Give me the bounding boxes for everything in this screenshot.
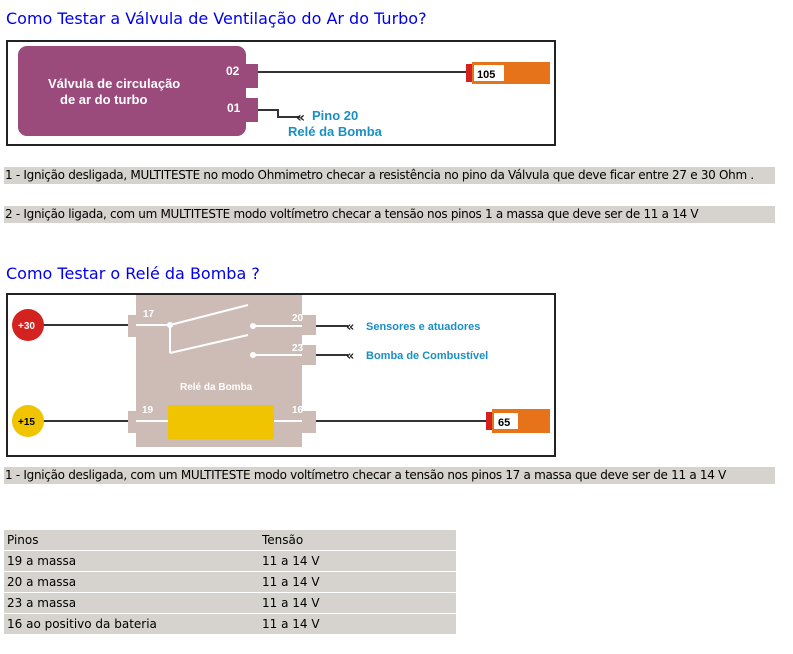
table-cell: 11 a 14 V [259, 551, 456, 571]
valve-diagram [6, 40, 556, 146]
relay-test-title: Como Testar o Relé da Bomba ? [6, 264, 260, 283]
table-cell: 11 a 14 V [259, 572, 456, 592]
plus15-label: +15 [18, 417, 35, 428]
pin-01-label: 01 [227, 101, 241, 115]
pin-02-label: 02 [226, 64, 240, 78]
table-header: Tensão [259, 530, 456, 550]
table-cell: 19 a massa [4, 551, 259, 571]
arrow-icon: « [346, 320, 355, 335]
bomba-label: Bomba de Combustível [366, 350, 489, 362]
relay-diagram [6, 293, 556, 457]
pin-17-label: 17 [143, 309, 155, 320]
relay-node-20 [250, 323, 256, 329]
ecu-pin-105: 105 [477, 69, 496, 81]
ecu-connector-red [486, 412, 492, 430]
relay-step-1: 1 - Ignição desligada, com um MULTITESTE modo voltímetro checar a tensão nos pinos 17 a massa que deve ser de 11 a 14 V [4, 467, 775, 484]
valve-body [18, 46, 246, 136]
valve-wiring-svg [8, 42, 554, 144]
valve-label-line2: de ar do turbo [60, 92, 148, 107]
sensores-label: Sensores e atuadores [366, 321, 481, 333]
wire-01 [258, 110, 300, 117]
ecu-connector-red [466, 64, 472, 82]
table-row [4, 572, 456, 592]
table-header-row [4, 530, 456, 550]
pin-16-label: 16 [292, 405, 304, 416]
table-row [4, 593, 456, 613]
relay-wiring-svg [8, 295, 554, 455]
pin-20-label: 20 [292, 313, 304, 324]
ecu-pin-65: 65 [498, 417, 511, 429]
valve-label-line1: Válvula de circulação [48, 76, 181, 91]
plus30-label: +30 [18, 321, 35, 332]
pino-20-label: Pino 20 [312, 108, 359, 123]
table-cell: 11 a 14 V [259, 614, 456, 634]
table-cell: 16 ao positivo da bateria [4, 614, 259, 634]
pins-voltage-table [4, 529, 456, 635]
arrow-icon: « [346, 349, 355, 364]
valve-pin-02-tab [244, 64, 258, 88]
relay-name: Relé da Bomba [180, 382, 253, 393]
table-cell: 20 a massa [4, 572, 259, 592]
table-row [4, 551, 456, 571]
valve-test-title: Como Testar a Válvula de Ventilação do Ar do Turbo? [6, 9, 427, 28]
pin-19-label: 19 [142, 405, 154, 416]
valve-step-2: 2 - Ignição ligada, com um MULTITESTE modo voltímetro checar a tensão nos pinos 1 a massa que deve ser de 11 a 14 V [4, 206, 775, 223]
relay-node-17 [167, 322, 173, 328]
table-cell: 23 a massa [4, 593, 259, 613]
valve-step-1: 1 - Ignição desligada, MULTITESTE no modo Ohmimetro checar a resistência no pino da Válvula que deve ficar entre 27 e 30 Ohm . [4, 167, 775, 184]
arrow-icon: « [296, 110, 306, 126]
relay-coil [168, 405, 274, 439]
table-header: Pinos [4, 530, 259, 550]
table-row [4, 614, 456, 634]
valve-pin-01-tab [244, 98, 258, 122]
table-cell: 11 a 14 V [259, 593, 456, 613]
pin-23-label: 23 [292, 343, 304, 354]
relay-node-23 [250, 352, 256, 358]
rele-bomba-label: Relé da Bomba [288, 124, 382, 139]
